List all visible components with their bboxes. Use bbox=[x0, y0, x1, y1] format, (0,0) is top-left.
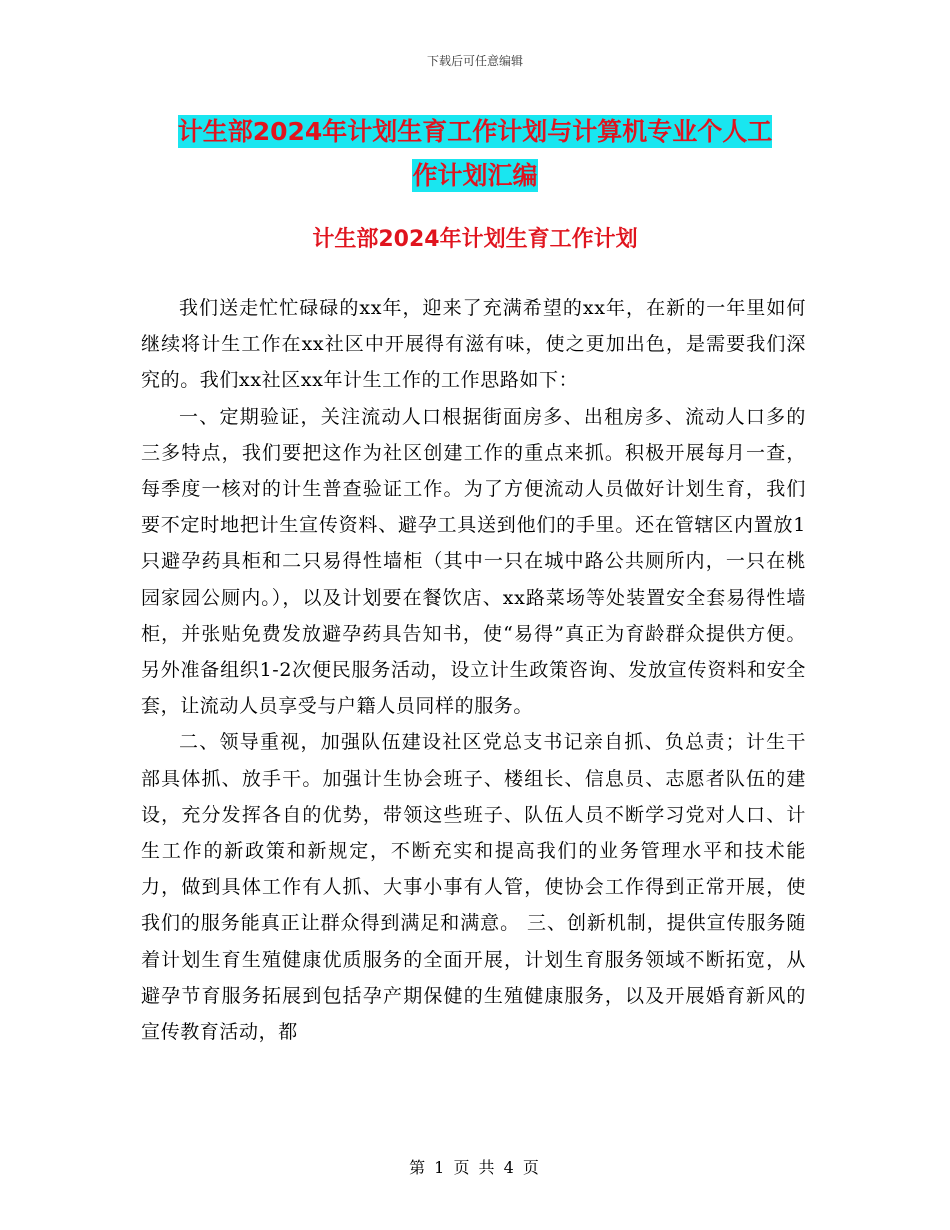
document-body bbox=[141, 290, 806, 1050]
paragraph-section-1: 一、定期验证，关注流动人口根据街面房多、出租房多、流动人口多的三多特点，我们要把这作为社区创建工作的重点来抓。积极开展每月一查，每季度一核对的计生普查验证工作。为了方便流动人员做好计划生育，我们要不定时地把计生宣传资料、避孕工具送到他们的手里。还在管辖区内置放1只避孕药具柜和二只易得性墙柜（其中一只在城中路公共厕所内，一只在桃园家园公厕内。），以及计划要在餐饮店、xx路菜场等处装置安全套易得性墙柜，并张贴免费发放避孕药具告知书，使“易得”真正为育龄群众提供方便。另外准备组织1-2次便民服务活动，设立计生政策咨询、发放宣传资料和安全套，让流动人员享受与户籍人员同样的服务。 bbox=[141, 405, 806, 718]
document-title-line-2: 作计划汇编 bbox=[412, 161, 538, 190]
section-title: 计生部2024年计划生育工作计划 bbox=[312, 227, 638, 252]
document-title bbox=[0, 110, 950, 198]
header-note: 下载后可任意编辑 bbox=[426, 54, 523, 68]
paragraph-intro: 我们送走忙忙碌碌的xx年，迎来了充满希望的xx年，在新的一年里如何继续将计生工作在xx社区中开展得有滋有味，使之更加出色，是需要我们深究的。我们xx社区xx年计生工作的工作思路如下： bbox=[141, 297, 806, 392]
page-footer: 第 1 页 共 4 页 bbox=[409, 1158, 541, 1177]
paragraph-section-2: 二、领导重视，加强队伍建设社区党总支书记亲自抓、负总责；计生干部具体抓、放手干。加强计生协会班子、楼组长、信息员、志愿者队伍的建设，充分发挥各自的优势，带领这些班子、队伍人员不断学习党对人口、计生工作的新政策和新规定，不断充实和提高我们的业务管理水平和技术能力，做到具体工作有人抓、大事小事有人管，使协会工作得到正常开展，使我们的服务能真正让群众得到满足和满意。 三、创新机制，提供宣传服务随着计划生育生殖健康优质服务的全面开展，计划生育服务领域不断拓宽，从避孕节育服务拓展到包括孕产期保健的生殖健康服务，以及开展婚育新风的宣传教育活动，都 bbox=[141, 731, 806, 1044]
document-title-line-1: 计生部2024年计划生育工作计划与计算机专业个人工 bbox=[177, 117, 773, 146]
